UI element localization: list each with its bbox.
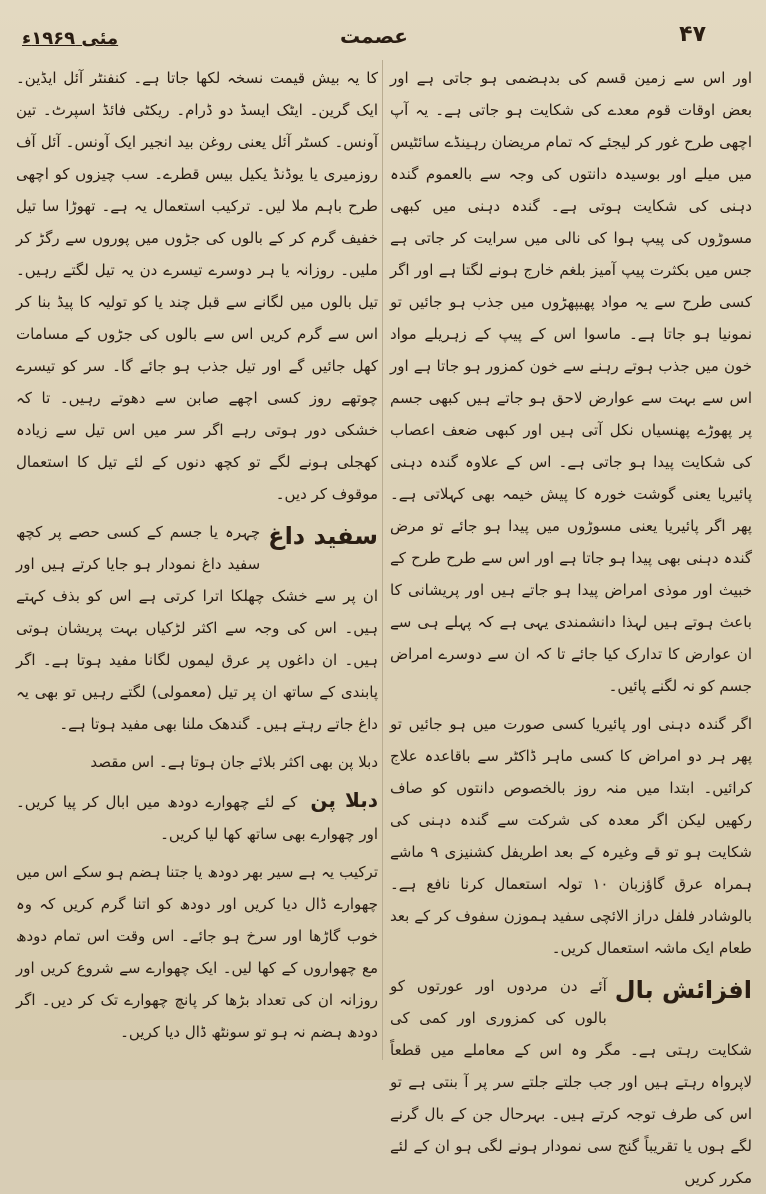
issue-date: مئی ۱۹۶۹ء — [22, 28, 119, 49]
sufaid-text: چہرہ یا جسم کے کسی حصے پر کچھ سفید داغ نمودار ہو جایا کرتے ہیں اور ان پر سے خشک چھلکا اترا کرتی ہے اس کو بذف کہتے ہیں۔ اس کی وجہ سے اکثر لڑکیاں بہت پریشان ہوتی ہیں۔ ان داغوں پر عرق لیموں لگانا مفید ہوتا ہے۔ اگر پابندی کے ساتھ ان پر تیل (معمولی) لگتے رہیں تو بھی یہ داغ جاتے رہتے ہیں۔ گندھک ملنا بھی مفید ہوتا ہے۔ — [16, 523, 378, 733]
paragraph: کا یہ بیش قیمت نسخہ لکھا جاتا ہے۔ کنفنٹر آئل ایڈین۔ ایک گرین۔ ایٹک ایسڈ دو ڈرام۔ ریکٹی فائڈ اسپرٹ۔ تین آونس۔ کسٹر آئل یعنی روغن بید انجیر ایک آونس۔ آئل آف روزمیری یا یوڈنڈ یکیل بیس قطرے۔ سب چیزوں کو اچھی طرح باہم ملا لیں۔ ترکیب استعمال یہ ہے۔ تھوڑا سا تیل خفیف گرم کر کے بالوں کی جڑوں میں پوروں سے رگڑ کر ملیں۔ روزانہ یا ہر دوسرے تیسرے دن یہ تیل لگتے رہیں۔ تیل بالوں میں لگانے سے قبل چند یا کو تولیہ کا پیڈ بنا کر اس سے گرم کریں اس سے بالوں کی جڑوں کے مسامات کھل جائیں گے اور تیل جذب ہو جائے گا۔ سر کو تیسرے چوتھے روز کسی اچھے صابن سے دھوتے رہیں۔ تا کہ خشکی دور ہوتی رہے اگر سر میں اس تیل سے زیادہ کھجلی ہونے لگے تو کچھ دنوں کے لئے تیل کا استعمال موقوف کر دیں۔ — [16, 69, 378, 503]
magazine-title: عصمت — [340, 24, 408, 48]
paragraph: اگر گندہ دہنی اور پائیریا کسی صورت میں ہو جائیں تو پھر ہر دو امراض کا کسی ماہر ڈاکٹر سے باقاعدہ علاج کرائیں۔ ابتدا میں منہ روز بالخصوص دانتوں کو صاف رکھیں لیکن اگر معدہ کی شرکت سے گندہ دہنی کی شکایت ہو تو قے وغیرہ کے بعد اطریفل کشنیزی ۹ ماشے ہمراہ عرق گاؤزبان ۱۰ تولہ استعمال کرنا نافع ہے۔ بالوشادر فلفل دراز الائچی سفید ہموزن سفوف کر کے بعد طعام ایک ماشہ استعمال کریں۔ — [390, 715, 752, 957]
dublapan-text: کے لئے چھوارے دودھ میں ابال کر پیا کریں۔ اور چھوارے بھی ساتھ کھا لیا کریں۔ — [16, 793, 378, 843]
section-dublapan — [16, 784, 378, 850]
right-column — [390, 62, 752, 1187]
section-sufaid-daagh — [16, 516, 378, 740]
page-number: ۴۷ — [679, 22, 706, 47]
page-header — [0, 18, 766, 58]
left-column — [16, 62, 378, 1062]
section-afzaish — [390, 970, 752, 1194]
column-divider — [382, 60, 383, 1060]
tarkeeb-text: ترکیب یہ ہے سیر بھر دودھ یا جتنا ہضم ہو سکے اس میں چھوارے ڈال دیا کریں اور دودھ کو اتنا گرم کریں کہ وہ خوب گاڑھا اور سرخ ہو جائے۔ اس وقت اس تمام دودھ مع چھواروں کے کھا لیں۔ ایک چھوارے سے شروع کریں اور روزانہ ان کی تعداد بڑھا کر پانچ چھوارے تک کر دیں۔ اگر دودھ ہضم نہ ہو تو سونٹھ ڈال دیا کریں۔ — [16, 863, 378, 1041]
heading-afzaish-baal: افزائش بال — [614, 976, 752, 1004]
heading-dublapan: دبلا پن — [310, 788, 379, 812]
dublapan-intro: دبلا پن بھی اکثر بلائے جان ہوتا ہے۔ اس مقصد — [90, 753, 378, 771]
paragraph: اور اس سے زمین قسم کی بدہضمی ہو جاتی ہے اور بعض اوقات قوم معدے کی شکایت ہو جاتی ہے۔ یہ آپ اچھی طرح غور کر لیجئے کہ تمام مریضان رہینڈے سائٹیس میں میلے اور بوسیدہ دانتوں کی وجہ سے بالعموم گندہ دہنی کی شکایت ہوتی ہے۔ گندہ دہنی میں کبھی مسوڑوں کی پیپ ہوا کی نالی میں سرایت کر جاتی ہے جس میں بکثرت پیپ آمیز بلغم خارج ہونے لگتا ہے اور اگر کسی طرح سے یہ مواد پھیپھڑوں میں جذب ہو جائیں تو نمونیا ہو جاتا ہے۔ ماسوا اس کے پیپ کے زہریلے مواد خون میں جذب ہوتے رہنے سے خون کمزور ہو جاتا ہے اور اس سے بہت سے عوارض لاحق ہو جاتے ہیں کبھی جسم پر پھوڑے پھنسیاں نکل آتی ہیں اور کبھی ضعف اعصاب کی شکایت پیدا ہو جاتی ہے۔ اس کے علاوہ گندہ دہنی پائیریا یعنی گوشت خورہ کا پیش خیمہ بھی کہلاتی ہے۔ پھر اگر پائیریا یعنی مسوڑوں میں پیدا ہو جائے تو مرض گندہ دہنی بھی پیدا ہو جاتا ہے اور اس سے طرح طرح کے خبیث اور موذی امراض پیدا ہو جاتے ہیں اور پریشانی کا باعث ہوتے ہیں لہذا دانشمندی یہی ہے کہ پہلے ہی سے ان عوارض کا تدارک کیا جائے تا کہ ان سے دوسرے امراض جسم کو نہ لگنے پائیں۔ — [390, 69, 752, 695]
afzaish-text: آئے دن مردوں اور عورتوں کو بالوں کی کمزوری اور کمی کی شکایت رہتی ہے۔ مگر وہ اس کے معاملے میں قطعاً لاپرواہ رہتے ہیں اور جب جلتے جلتے سر پر آ بنتی ہے تو اس کی طرف توجہ کرتے ہیں۔ بہرحال جن کے بال گرنے لگے ہوں یا تقریباً گنج سی نمودار ہونے لگی ہو ان کے لئے مکرر کریں — [390, 977, 752, 1187]
heading-sufaid-daagh: سفید داغ — [268, 522, 378, 550]
